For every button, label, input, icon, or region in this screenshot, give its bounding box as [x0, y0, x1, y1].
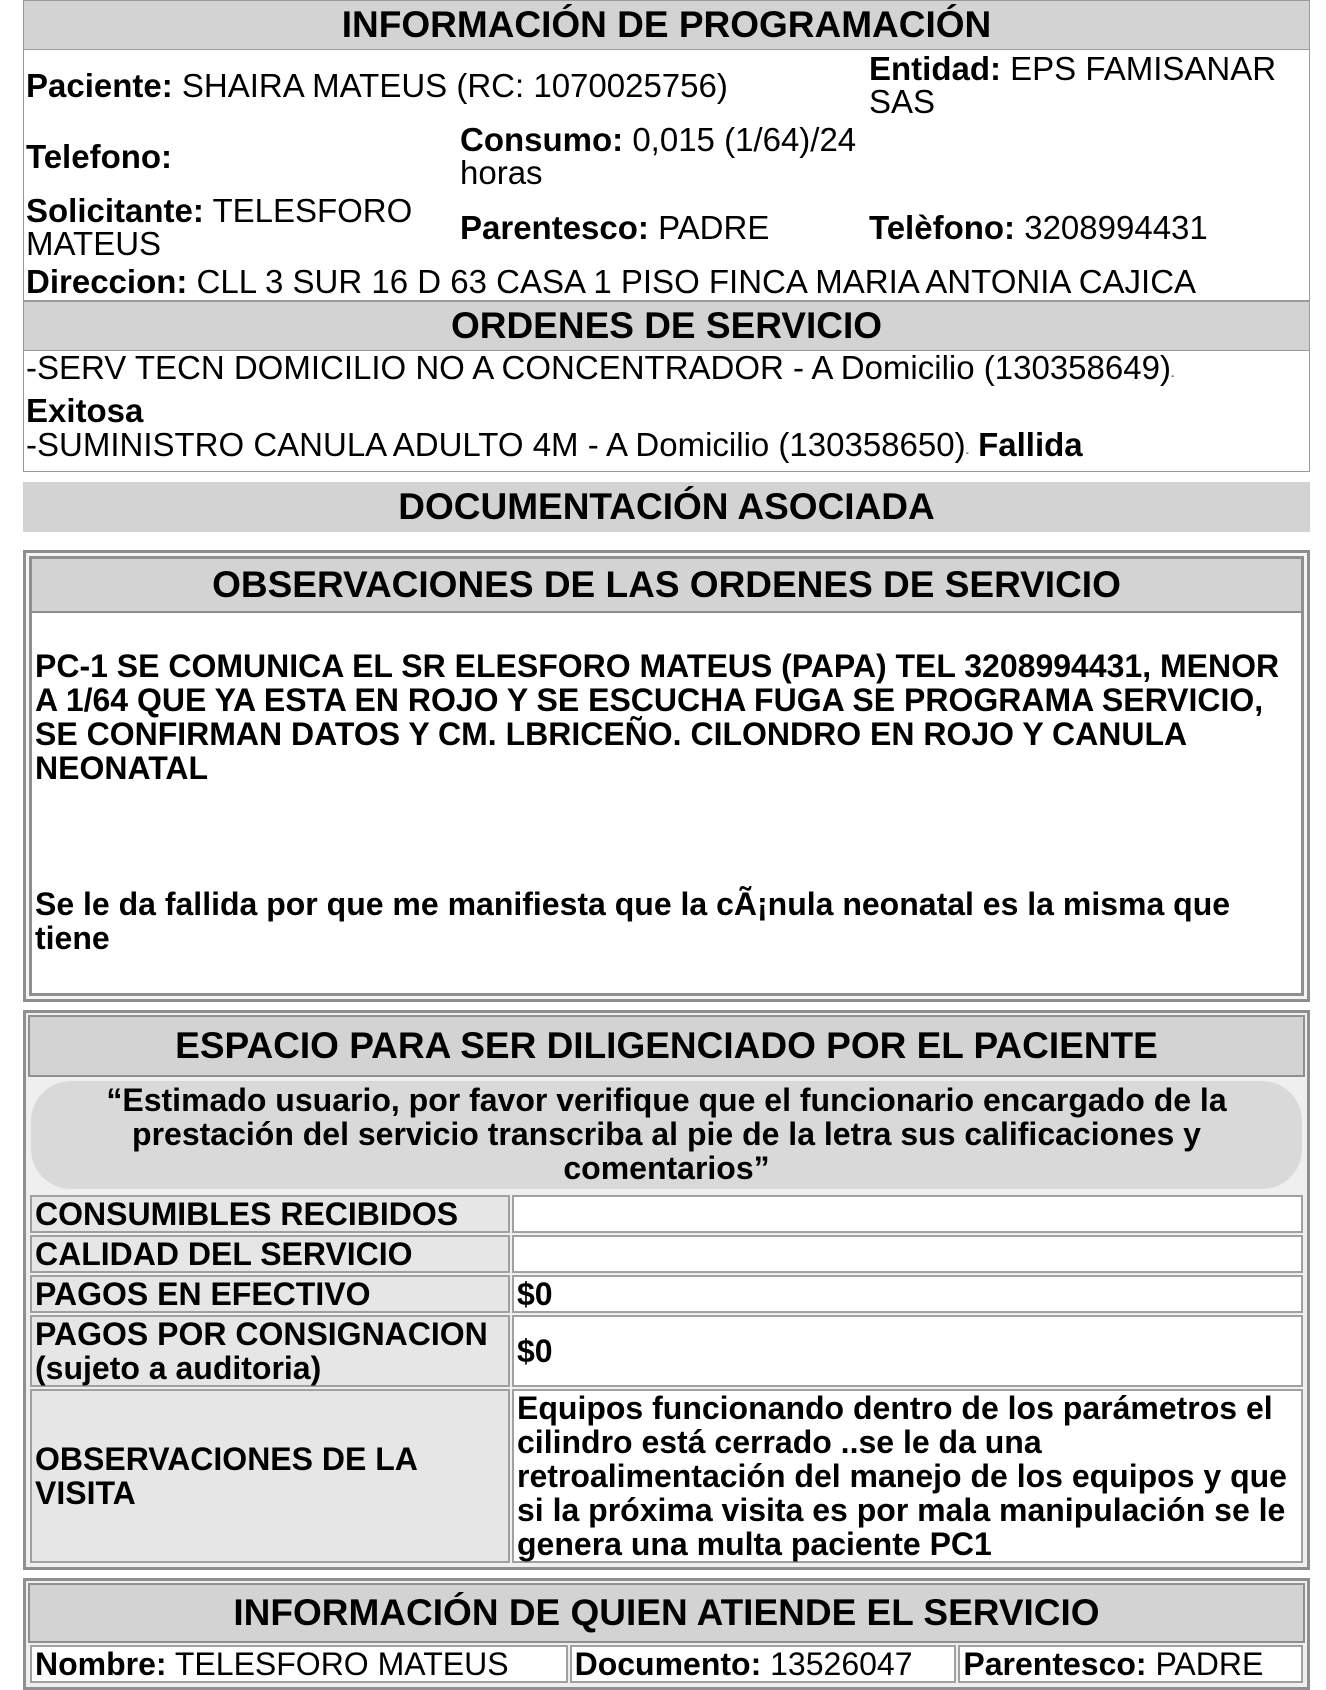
paciente-espacio-box	[23, 1010, 1310, 1570]
atiende-box	[23, 1578, 1310, 1690]
table-row	[30, 1389, 1303, 1563]
row-value: $0	[512, 1275, 1303, 1313]
observaciones-ordenes-header: OBSERVACIONES DE LAS ORDENES DE SERVICIO	[32, 559, 1301, 613]
documentacion-header: DOCUMENTACIÓN ASOCIADA	[23, 482, 1310, 532]
nombre-value: TELESFORO MATEUS	[174, 1646, 509, 1682]
orden-item	[26, 351, 1307, 428]
telefono-label: Telefono:	[26, 137, 173, 175]
orden-item	[26, 428, 1307, 471]
paciente-label: Paciente:	[26, 66, 173, 104]
orden-separator: -	[965, 448, 969, 459]
page	[23, 0, 1310, 1690]
orden-separator: -	[1170, 371, 1175, 382]
observaciones-ordenes-text-1: PC-1 SE COMUNICA EL SR ELESFORO MATEUS (PAPA) TEL 3208994431, MENOR A 1/64 QUE YA ESTA EN ROJO Y SE ESCUCHA FUGA SE PROGRAMA SERVICIO, SE CONFIRMAN DATOS Y CM. LBRICEÑO. CILONDRO EN ROJO Y CANULA NEONATAL	[35, 648, 1280, 786]
paciente-espacio-notice: “Estimado usuario, por favor verifique que el funcionario encargado de la prestación del servicio transcriba al pie de la letra sus calificaciones y comentarios”	[31, 1081, 1302, 1189]
entidad-value: EPS FAMISANAR SAS	[869, 50, 1277, 120]
orden-text: -SUMINISTRO CANULA ADULTO 4M - A Domicilio (130358650)	[26, 426, 966, 463]
table-row	[30, 1315, 1303, 1387]
nombre-label: Nombre:	[35, 1646, 167, 1682]
observaciones-ordenes-box	[29, 556, 1304, 996]
atiende-header: INFORMACIÓN DE QUIEN ATIENDE EL SERVICIO	[28, 1583, 1305, 1643]
row-value: $0	[512, 1315, 1303, 1387]
documentacion-container	[23, 550, 1310, 1002]
consumo-label: Consumo:	[460, 121, 624, 158]
atiende-table	[28, 1643, 1305, 1685]
orden-text: -SERV TECN DOMICILIO NO A CONCENTRADOR - A Domicilio (130358649)	[26, 349, 1171, 386]
consumo-value: 0,015 (1/64)/24 horas	[460, 121, 857, 191]
direccion-label: Direccion:	[26, 262, 188, 300]
observaciones-ordenes-text	[32, 613, 1301, 993]
atiende-parentesco-value: PADRE	[1155, 1646, 1264, 1682]
parentesco-value: PADRE	[658, 208, 770, 246]
direccion-value: CLL 3 SUR 16 D 63 CASA 1 PISO FINCA MARIA ANTONIA CAJICA	[196, 262, 1197, 300]
telefono2-value: 3208994431	[1024, 208, 1208, 246]
documento-label: Documento:	[574, 1646, 762, 1682]
telefono2-label: Telèfono:	[869, 208, 1016, 246]
solicitante-label: Solicitante:	[26, 192, 204, 229]
row-value: Equipos funcionando dentro de los parámetros el cilindro está cerrado ..se le da una retroalimentación del manejo de los equipos y que si la próxima visita es por mala manipulación se le genera una multa paciente PC1	[512, 1389, 1303, 1563]
atiende-parentesco-label: Parentesco:	[963, 1646, 1147, 1682]
table-row	[30, 1645, 1303, 1683]
solicitante-value: TELESFORO MATEUS	[26, 192, 413, 262]
row-label: PAGOS EN EFECTIVO	[30, 1275, 510, 1313]
row-value	[512, 1195, 1303, 1233]
programacion-header: INFORMACIÓN DE PROGRAMACIÓN	[23, 0, 1310, 50]
table-row	[30, 1275, 1303, 1313]
row-label: OBSERVACIONES DE LA VISITA	[30, 1389, 510, 1563]
table-row	[30, 1195, 1303, 1233]
documento-value: 13526047	[770, 1646, 913, 1682]
row-value	[512, 1235, 1303, 1273]
row-label: CONSUMIBLES RECIBIDOS	[30, 1195, 510, 1233]
calificaciones-table	[28, 1193, 1305, 1565]
programacion-table	[24, 50, 1309, 300]
table-row	[30, 1235, 1303, 1273]
ordenes-list	[23, 351, 1310, 472]
paciente-value: SHAIRA MATEUS (RC: 1070025756)	[181, 66, 728, 104]
row-label: CALIDAD DEL SERVICIO	[30, 1235, 510, 1273]
orden-status: Exitosa	[26, 392, 144, 429]
orden-status: Fallida	[978, 426, 1083, 463]
ordenes-header: ORDENES DE SERVICIO	[23, 301, 1310, 351]
entidad-label: Entidad:	[869, 50, 1001, 87]
observaciones-ordenes-text-2: Se le da fallida por que me manifiesta que la cÃ¡nula neonatal es la misma que tiene	[35, 886, 1231, 956]
parentesco-label: Parentesco:	[460, 208, 649, 246]
programacion-section	[23, 50, 1310, 301]
paciente-espacio-header: ESPACIO PARA SER DILIGENCIADO POR EL PACIENTE	[28, 1015, 1305, 1077]
row-label: PAGOS POR CONSIGNACION (sujeto a auditoria)	[30, 1315, 510, 1387]
